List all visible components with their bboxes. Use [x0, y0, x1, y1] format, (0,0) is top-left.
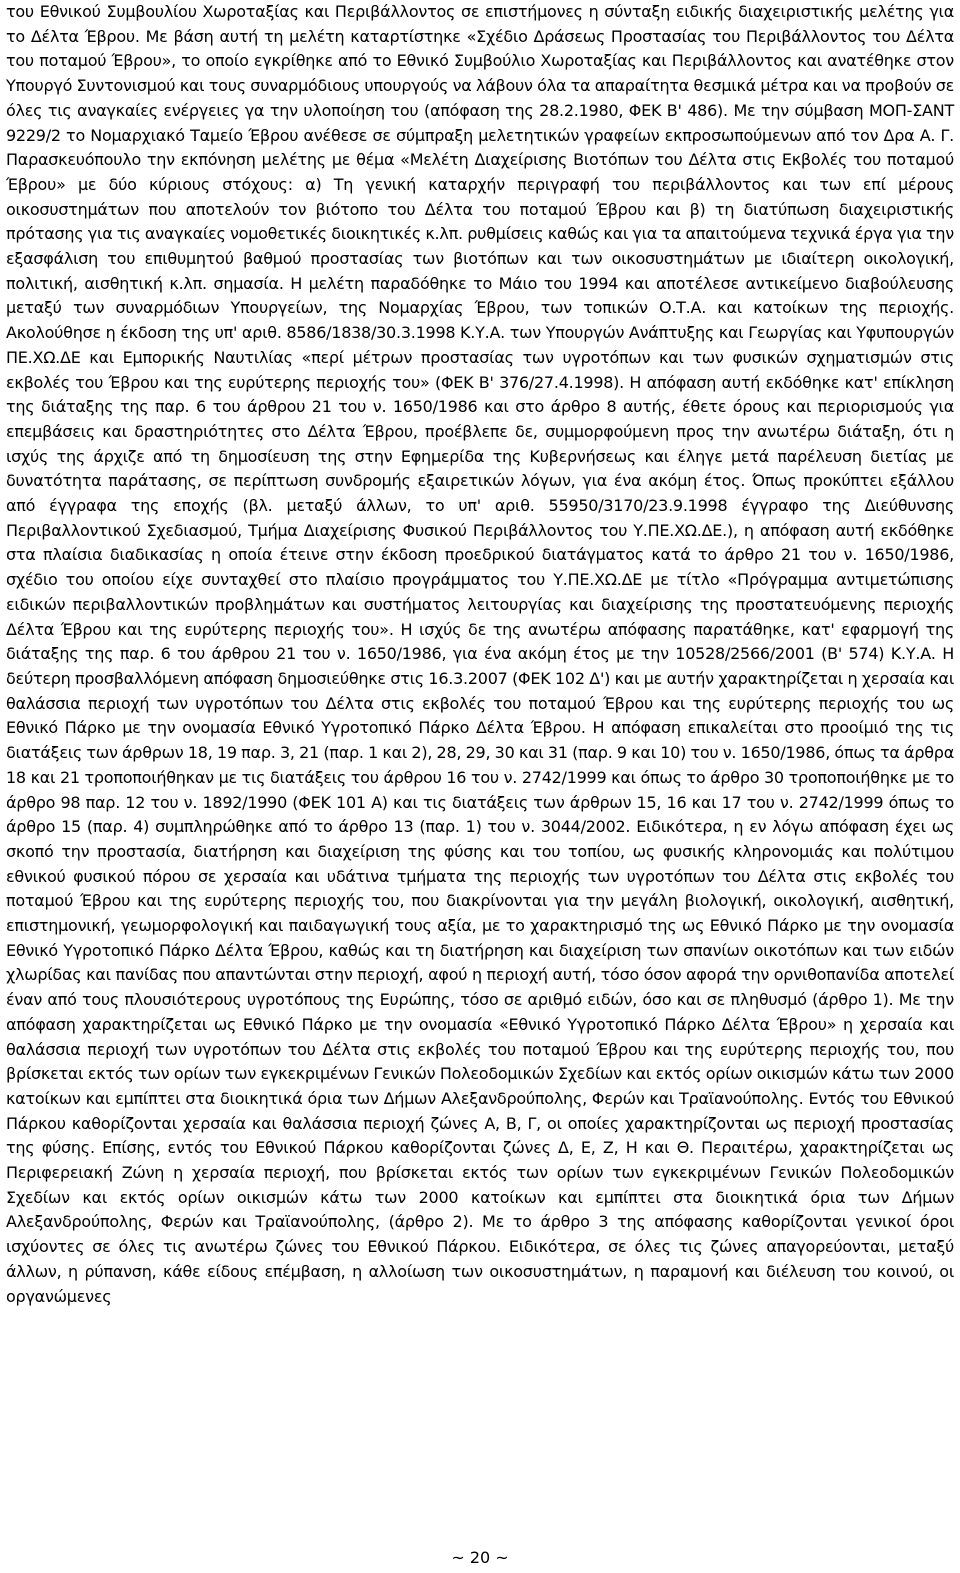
body-paragraph: του Εθνικού Συμβουλίου Χωροταξίας και Περιβάλλοντος σε επιστήμονες η σύνταξη ειδικής διαχειριστικής μελέτης για το Δέλτα Έβρου. Με βάση αυτή τη μελέτη καταρτίστηκε «Σχέδιο Δράσεως Προστασίας του Περιβάλλοντος του Δέλτα του ποταμού Έβρου», το οποίο εγκρίθηκε από το Εθνικό Συμβούλιο Χωροταξίας και Περιβάλλοντος και ανατέθηκε στον Υπουργό Συντονισμού και τους συναρμόδιους υπουργούς να λάβουν όλα τα απαραίτητα θεσμικά μέτρα και να προβούν σε όλες τις αναγκαίες ενέργειες γα την υλοποίηση του (απόφαση της 28.2.1980, ΦΕΚ Β' 486). Με την σύμβαση ΜΟΠ-ΣΑΝΤ 9229/2 το Νομαρχιακό Ταμείο Έβρου ανέθεσε σε σύμπραξη μελετητικών γραφείων εκπροσωπούμενων από τον Δρα Α. Γ. Παρασκευόπουλο την εκπόνηση μελέτης με θέμα «Μελέτη Διαχείρισης Βιοτόπων του Δέλτα στις Εκβολές του ποταμού Έβρου» με δύο κύριους στόχους: α) Τη γενική καταρχήν περιγραφή του περιβάλλοντος και των επί μέρους οικοσυστημάτων που αποτελούν τον βιότοπο του Δέλτα του ποταμού Έβρου και β) τη διατύπωση διαχειριστικής πρότασης για τις αναγκαίες νομοθετικές διοικητικές κ.λπ. ρυθμίσεις καθώς και για τα απαιτούμενα τεχνικά έργα για την εξασφάλιση του επιθυμητού βαθμού προστασίας των βιοτόπων και των οικοσυστημάτων με ιδιαίτερη οικολογική, πολιτική, αισθητική κ.λπ. σημασία. Η μελέτη παραδόθηκε το Μάιο του 1994 και αποτέλεσε αντικείμενο διαβούλευσης μεταξύ των συναρμόδιων Υπουργείων, της Νομαρχίας Έβρου, των τοπικών Ο.Τ.Α. και κατοίκων της περιοχής. Ακολούθησε η έκδοση της υπ' αριθ. 8586/1838/30.3.1998 Κ.Υ.Α. των Υπουργών Ανάπτυξης και Γεωργίας και Υφυπουργών ΠΕ.ΧΩ.ΔΕ και Εμπορικής Ναυτιλίας «περί μέτρων προστασίας των υγροτόπων και των φυσικών σχηματισμών στις εκβολές του Έβρου και της ευρύτερης περιοχής του» (ΦΕΚ Β' 376/27.4.1998). Η απόφαση αυτή εκδόθηκε κατ' επίκληση της διάταξης της παρ. 6 του άρθρου 21 του ν. 1650/1986 και στο άρθρο 8 αυτής, έθετε όρους και περιορισμούς για επεμβάσεις και δραστηριότητες στο Δέλτα Έβρου, προέβλεπε δε, συμμορφούμενη προς την ανωτέρω διάταξη, ότι η ισχύς της άρχιζε από τη δημοσίευση της στην Εφημερίδα της Κυβερνήσεως και έληγε μετά παρέλευση διετίας με δυνατότητα παράτασης, σε περίπτωση συνδρομής εξαιρετικών λόγων, για ένα ακόμη έτος. Όπως προκύπτει εξάλλου από έγγραφα της εποχής (βλ. μεταξύ άλλων, το υπ' αριθ. 55950/3170/23.9.1998 έγγραφο της Διεύθυνσης Περιβαλλοντικού Σχεδιασμού, Τμήμα Διαχείρισης Φυσικού Περιβάλλοντος του Υ.ΠΕ.ΧΩ.ΔΕ.), η απόφαση αυτή εκδόθηκε στα πλαίσια διαδικασίας η οποία έτεινε στην έκδοση προεδρικού διατάγματος κατά το άρθρο 21 του ν. 1650/1986, σχέδιο του οποίου είχε συνταχθεί στο πλαίσιο προγράμματος του Υ.ΠΕ.ΧΩ.ΔΕ με τίτλο «Πρόγραμμα αντιμετώπισης ειδικών περιβαλλοντικών προβλημάτων και συστήματος λειτουργίας και διαχείρισης της προστατευόμενης περιοχής Δέλτα Έβρου και της ευρύτερης περιοχής του». Η ισχύς δε της ανωτέρω απόφασης παρατάθηκε, κατ' εφαρμογή της διάταξης της παρ. 6 του άρθρου 21 του ν. 1650/1986, για ένα ακόμη έτος με την 10528/2566/2001 (Β' 574) Κ.Υ.Α. Η δεύτερη προσβαλλόμενη απόφαση δημοσιεύθηκε στις 16.3.2007 (ΦΕΚ 102 Δ') και με αυτήν χαρακτηρίζεται η χερσαία και θαλάσσια περιοχή των υγροτόπων του Δέλτα στις εκβολές του ποταμού Έβρου και της ευρύτερης περιοχής του ως Εθνικό Πάρκο με την ονομασία Εθνικό Υγροτοπικό Πάρκο Δέλτα Έβρου. Η απόφαση επικαλείται στο προοίμιό της τις διατάξεις των άρθρων 18, 19 παρ. 3, 21 (παρ. 1 και 2), 28, 29, 30 και 31 (παρ. 9 και 10) του ν. 1650/1986, όπως τα άρθρα 18 και 21 τροποποιήθηκαν με τις διατάξεις του άρθρου 16 του ν. 2742/1999 και όπως το άρθρο 30 τροποποιήθηκε με το άρθρο 98 παρ. 12 του ν. 1892/1990 (ΦΕΚ 101 Α) και τις διατάξεις των άρθρων 15, 16 και 17 του ν. 2742/1999 όπως το άρθρο 15 (παρ. 4) συμπληρώθηκε από το άρθρο 13 (παρ. 1) του ν. 3044/2002. Ειδικότερα, η εν λόγω απόφαση έχει ως σκοπό την προστασία, διατήρηση και διαχείριση της φύσης και του τοπίου, ως φυσικής κληρονομιάς και πολύτιμου εθνικού φυσικού πόρου σε χερσαία και υδάτινα τμήματα της περιοχής των υγροτόπων του Δέλτα στις εκβολές του ποταμού Έβρου και της ευρύτερης περιοχής του, που διακρίνονται για την μεγάλη βιολογική, οικολογική, αισθητική, επιστημονική, γεωμορφολογική και παιδαγωγική τους αξία, με το χαρακτηρισμό της ως Εθνικό Πάρκο με την ονομασία Εθνικό Υγροτοπικό Πάρκο Δέλτα Έβρου, καθώς και τη διατήρηση και διαχείριση των σπανίων οικοτόπων και των ειδών χλωρίδας και πανίδας που απαντώνται στην περιοχή, αφού η περιοχή αυτή, τόσο όσον αφορά την ορνιθοπανίδα αποτελεί έναν από τους πλουσιότερους υγροτόπους της Ευρώπης, τόσο σε αριθμό ειδών, όσο και σε πληθυσμό (άρθρο 1). Με την απόφαση χαρακτηρίζεται ως Εθνικό Πάρκο με την ονομασία «Εθνικό Υγροτοπικό Πάρκο Δέλτα Έβρου» η χερσαία και θαλάσσια περιοχή των υγροτόπων του Δέλτα στις εκβολές του ποταμού Έβρου και της ευρύτερης περιοχής του, που βρίσκεται εκτός των ορίων των εγκεκριμένων Γενικών Πολεοδομικών Σχεδίων και εκτός ορίων οικισμών κάτω των 2000 κατοίκων και εμπίπτει στα διοικητικά όρια των Δήμων Αλεξανδρούπολης, Φερών και Τραϊανούπολης. Εντός του Εθνικού Πάρκου καθορίζονται χερσαία και θαλάσσια περιοχή ζώνες Α, Β, Γ, οι οποίες χαρακτηρίζονται ως περιοχή προστασίας της φύσης. Επίσης, εντός του Εθνικού Πάρκου καθορίζονται ζώνες Δ, Ε, Ζ, Η και Θ. Περαιτέρω, χαρακτηρίζεται ως Περιφερειακή Ζώνη η χερσαία περιοχή, που βρίσκεται εκτός των ορίων των εγκεκριμένων Γενικών Πολεοδομικών Σχεδίων και εκτός ορίων οικισμών κάτω των 2000 κατοίκων και εμπίπτει στα διοικητικά όρια των Δήμων Αλεξανδρούπολης, Φερών και Τραϊανούπολης, (άρθρο 2). Με το άρθρο 3 της απόφασης καθορίζονται γενικοί όροι ισχύοντες σε όλες τις ανωτέρω ζώνες του Εθνικού Πάρκου. Ειδικότερα, σε όλες τις ζώνες απαγορεύονται, μεταξύ άλλων, η ρύπανση, κάθε είδους επέμβαση, η αλλοίωση των οικοσυστημάτων, η παραμονή και διέλευση του κοινού, οι οργανώμενες — [6, 2, 954, 1306]
page-number: ~ 20 ~ — [451, 1548, 509, 1567]
document-page — [6, 0, 954, 1573]
